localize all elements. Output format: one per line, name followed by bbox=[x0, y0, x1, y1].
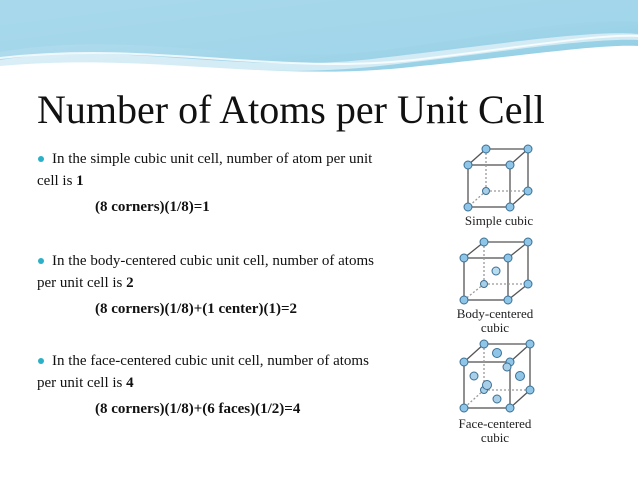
simple-cubic-diagram bbox=[462, 143, 534, 213]
atom-count-formula: (8 corners)(1/8)=1 bbox=[95, 199, 210, 215]
atom-count-formula: (8 corners)(1/8)+(6 faces)(1/2)=4 bbox=[95, 401, 301, 417]
header-wave-banner bbox=[0, 0, 638, 78]
body-centered-cubic-label: Body-centered cubic bbox=[456, 306, 534, 335]
atom-count: 2 bbox=[126, 275, 134, 291]
face-centered-cubic-label: Face-centered cubic bbox=[458, 416, 532, 445]
bullet-item-body-centered bbox=[37, 250, 457, 320]
face-centered-cubic-diagram bbox=[456, 338, 538, 414]
body-centered-cubic-diagram bbox=[456, 236, 538, 306]
bullet-dot-icon bbox=[38, 156, 44, 162]
item-text-line2: cell is bbox=[37, 173, 77, 189]
item-text-line2: per unit cell is bbox=[37, 375, 127, 391]
bullet-dot-icon bbox=[38, 258, 44, 264]
bullet-item-simple-cubic bbox=[37, 148, 457, 218]
atom-count: 4 bbox=[126, 375, 134, 391]
slide-title: Number of Atoms per Unit Cell bbox=[37, 87, 545, 132]
item-text-line1: In the body-centered cubic unit cell, number of atoms bbox=[52, 253, 374, 269]
atom-count-formula: (8 corners)(1/8)+(1 center)(1)=2 bbox=[95, 301, 298, 317]
simple-cubic-label: Simple cubic bbox=[464, 213, 534, 228]
item-text-line1: In the simple cubic unit cell, number of atom per unit bbox=[52, 151, 373, 167]
bullet-dot-icon bbox=[38, 358, 44, 364]
atom-count: 1 bbox=[76, 173, 84, 189]
item-text-line2: per unit cell is bbox=[37, 275, 127, 291]
item-text-line1: In the face-centered cubic unit cell, number of atoms bbox=[52, 353, 369, 369]
bullet-item-face-centered bbox=[37, 350, 457, 420]
